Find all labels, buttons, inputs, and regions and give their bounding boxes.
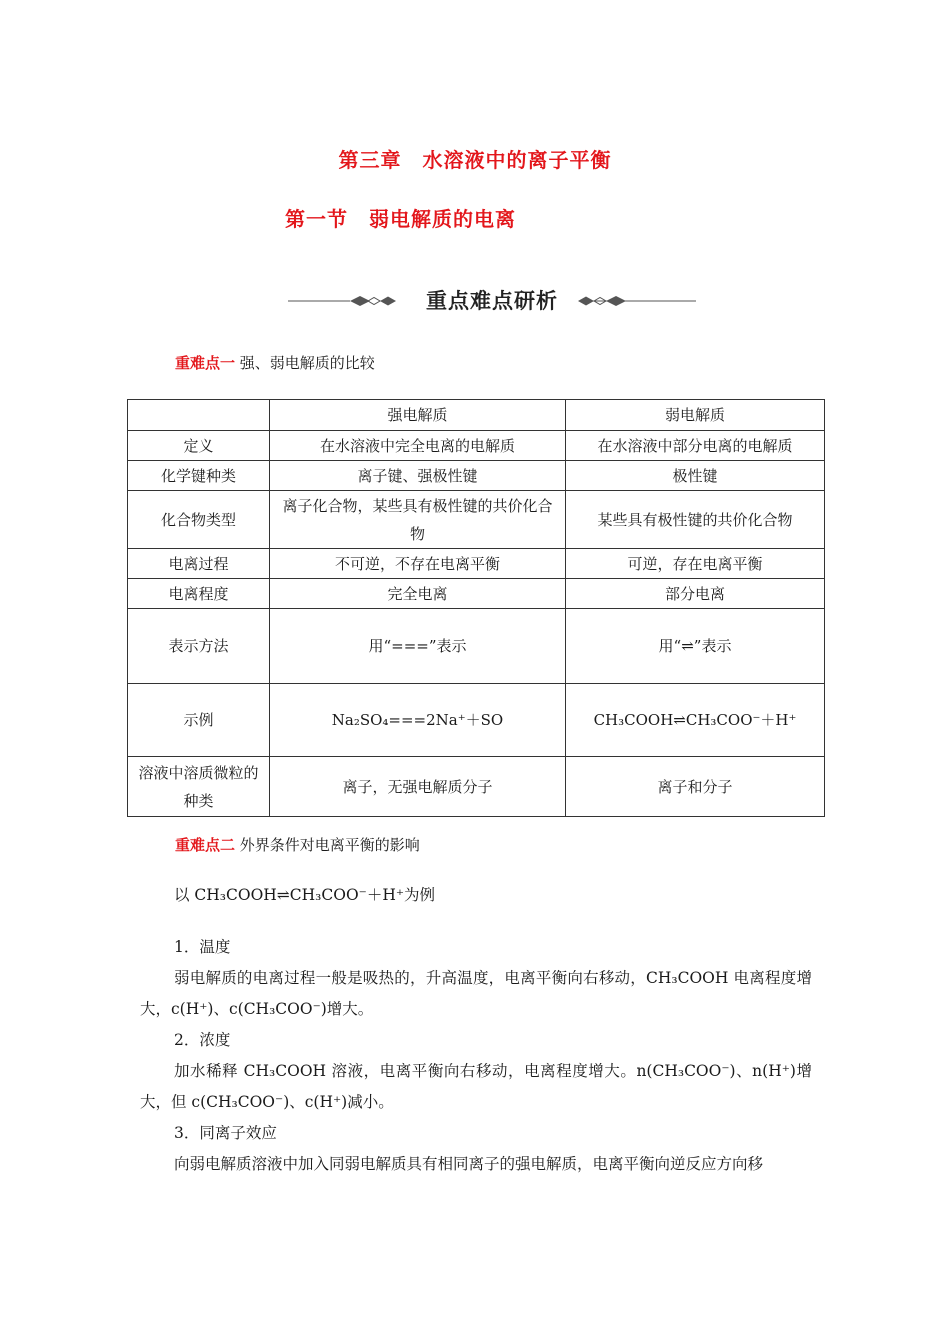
- table-cell: 部分电离: [566, 579, 825, 609]
- item-title: 2．浓度: [174, 1031, 231, 1049]
- table-cell: 用“⇌”表示: [566, 609, 825, 684]
- table-cell: 可逆，存在电离平衡: [566, 549, 825, 579]
- table-cell: 电离程度: [128, 579, 270, 609]
- item-body: 加水稀释 CH₃COOH 溶液，电离平衡向右移动，电离程度增大。n(CH₃COO⁻)、n(H⁺)增大，但 c(CH₃COO⁻)、c(H⁺)减小。: [140, 1062, 812, 1111]
- section-banner: [288, 285, 696, 317]
- table-row: [128, 684, 825, 757]
- point-two-text: 外界条件对电离平衡的影响: [235, 836, 420, 854]
- table-cell: 化学键种类: [128, 461, 270, 491]
- banner-title: 重点难点研析: [426, 289, 558, 313]
- table-row: [128, 757, 825, 817]
- table-cell: [128, 400, 270, 431]
- item-title: 1．温度: [174, 938, 231, 956]
- table-cell: 用“===”表示: [270, 609, 566, 684]
- table-cell: 溶液中溶质微粒的种类: [128, 757, 270, 817]
- point-one-label: 重难点一: [175, 354, 236, 372]
- table-row: [128, 609, 825, 684]
- table-cell: 定义: [128, 431, 270, 461]
- section-title: 第一节 弱电解质的电离: [285, 207, 516, 231]
- item-body: 弱电解质的电离过程一般是吸热的，升高温度，电离平衡向右移动，CH₃COOH 电离程度增大，c(H⁺)、c(CH₃COO⁻)增大。: [140, 969, 812, 1018]
- comparison-table: [127, 399, 825, 817]
- item-title: 3．同离子效应: [174, 1124, 277, 1142]
- table-cell: 示例: [128, 684, 270, 757]
- table-cell: 某些具有极性键的共价化合物: [566, 491, 825, 549]
- point-one-text: 强、弱电解质的比较: [235, 354, 375, 372]
- table-header: 强电解质: [270, 400, 566, 431]
- table-cell: 在水溶液中完全电离的电解质: [270, 431, 566, 461]
- table-cell: 离子，无强电解质分子: [270, 757, 566, 817]
- table-cell: 离子键、强极性键: [270, 461, 566, 491]
- table-cell: 不可逆，不存在电离平衡: [270, 549, 566, 579]
- point-two-label: 重难点二: [175, 836, 236, 854]
- point-two-heading: [175, 834, 420, 855]
- table-header: 弱电解质: [566, 400, 825, 431]
- table-cell: 表示方法: [128, 609, 270, 684]
- table-row: [128, 579, 825, 609]
- table-row: [128, 549, 825, 579]
- table-cell: 离子化合物，某些具有极性键的共价化合物: [270, 491, 566, 549]
- point-one-heading: [175, 352, 375, 373]
- table-cell: 在水溶液中部分电离的电解质: [566, 431, 825, 461]
- table-cell: 离子和分子: [566, 757, 825, 817]
- table-row: [128, 400, 825, 431]
- table-cell: 完全电离: [270, 579, 566, 609]
- table-cell: Na₂SO₄===2Na⁺＋SO: [270, 684, 566, 757]
- table-cell: CH₃COOH⇌CH₃COO⁻＋H⁺: [566, 684, 825, 757]
- chapter-title: 第三章 水溶液中的离子平衡: [338, 148, 612, 172]
- table-row: [128, 491, 825, 549]
- table-cell: 化合物类型: [128, 491, 270, 549]
- table-row: [128, 431, 825, 461]
- item-body: 向弱电解质溶液中加入同弱电解质具有相同离子的强电解质，电离平衡向逆反应方向移: [174, 1155, 764, 1173]
- example-line: 以 CH₃COOH⇌CH₃COO⁻＋H⁺为例: [174, 886, 436, 904]
- table-cell: 电离过程: [128, 549, 270, 579]
- table-cell: 极性键: [566, 461, 825, 491]
- table-row: [128, 461, 825, 491]
